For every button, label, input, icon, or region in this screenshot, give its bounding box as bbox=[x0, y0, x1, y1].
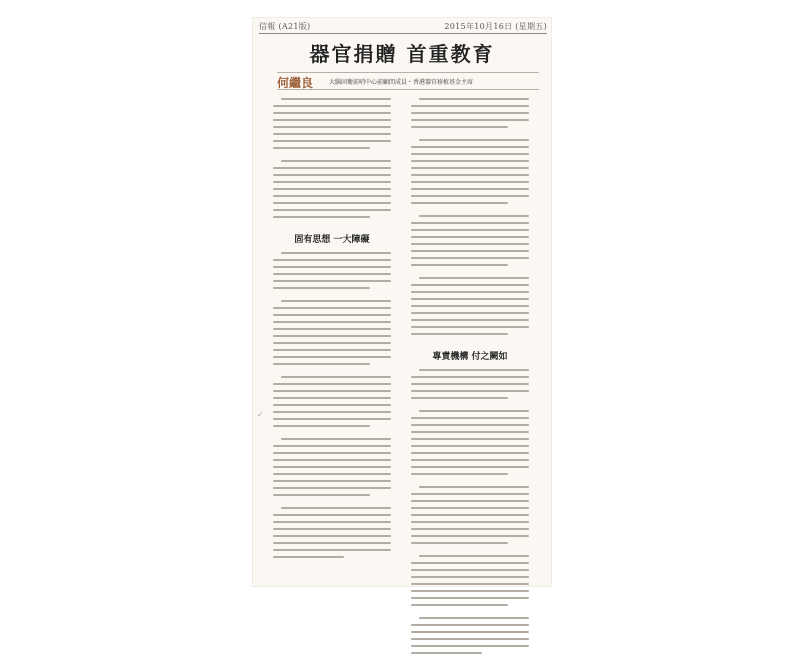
body-text-line bbox=[411, 459, 529, 461]
body-text-line bbox=[411, 236, 529, 238]
author-name: 何繼良 bbox=[277, 76, 314, 90]
body-text-line bbox=[411, 466, 529, 468]
body-text-line bbox=[273, 556, 344, 558]
body-text-line bbox=[273, 349, 391, 351]
body-text-line bbox=[281, 252, 391, 254]
body-text-line bbox=[273, 314, 391, 316]
body-text-line bbox=[411, 390, 529, 392]
body-text-line bbox=[411, 119, 529, 121]
body-text-line bbox=[411, 126, 508, 128]
body-text-line bbox=[411, 590, 529, 592]
body-text-line bbox=[273, 342, 391, 344]
masthead-date: 2015年10月16日 (星期五) bbox=[444, 22, 547, 31]
body-text-line bbox=[411, 312, 529, 314]
body-text-line bbox=[411, 638, 529, 640]
body-text-line bbox=[419, 98, 529, 100]
body-text-line bbox=[411, 174, 529, 176]
body-text-line bbox=[273, 411, 391, 413]
body-text-line bbox=[411, 500, 529, 502]
body-text-line bbox=[273, 181, 391, 183]
body-text-line bbox=[411, 146, 529, 148]
body-text-line bbox=[411, 284, 529, 286]
body-text-line bbox=[281, 300, 391, 302]
body-text-line bbox=[411, 383, 529, 385]
section-subhead: 專責機構 付之闕如 bbox=[432, 352, 508, 362]
body-text-line bbox=[411, 535, 529, 537]
body-text-line bbox=[411, 493, 529, 495]
body-text-line bbox=[411, 542, 508, 544]
body-text-line bbox=[273, 280, 391, 282]
article-headline: 器官捐贈 首重教育 bbox=[309, 42, 495, 66]
masthead bbox=[259, 21, 547, 34]
author-role: 大腦固衛前哨中心前顧問成員・香港器官移植基金主席 bbox=[329, 79, 474, 86]
body-text-line bbox=[273, 188, 391, 190]
body-text-line bbox=[411, 305, 529, 307]
body-text-line bbox=[273, 535, 391, 537]
body-text-line bbox=[411, 652, 482, 654]
body-text-line bbox=[411, 195, 529, 197]
body-text-line bbox=[281, 438, 391, 440]
body-text-line bbox=[273, 404, 391, 406]
body-text-line bbox=[411, 645, 529, 647]
body-text-line bbox=[411, 188, 529, 190]
body-text-line bbox=[419, 277, 529, 279]
body-text-line bbox=[281, 98, 391, 100]
body-text-line bbox=[411, 597, 529, 599]
body-text-line bbox=[273, 390, 391, 392]
body-text-line bbox=[411, 569, 529, 571]
body-text-line bbox=[411, 160, 529, 162]
body-text-line bbox=[273, 335, 391, 337]
body-text-line bbox=[281, 376, 391, 378]
body-text-line bbox=[411, 528, 529, 530]
body-text-line bbox=[411, 326, 529, 328]
body-text-line bbox=[273, 266, 391, 268]
body-text-line bbox=[411, 222, 529, 224]
body-text-line bbox=[411, 562, 529, 564]
body-text-line bbox=[411, 583, 529, 585]
body-text-line bbox=[419, 555, 529, 557]
body-text-line bbox=[273, 195, 391, 197]
body-text-line bbox=[419, 486, 529, 488]
body-text-line bbox=[411, 604, 508, 606]
body-text-line bbox=[273, 480, 391, 482]
body-text-line bbox=[273, 307, 391, 309]
body-text-line bbox=[273, 167, 391, 169]
body-text-line bbox=[273, 397, 391, 399]
body-text-line bbox=[273, 494, 370, 496]
body-text-line bbox=[411, 298, 529, 300]
body-text-line bbox=[273, 287, 370, 289]
body-text-line bbox=[273, 425, 370, 427]
paragraph-gap bbox=[411, 340, 529, 346]
article-column-left bbox=[273, 98, 391, 563]
body-text-line bbox=[419, 139, 529, 141]
body-text-line bbox=[411, 250, 529, 252]
body-text-line bbox=[419, 215, 529, 217]
body-text-line bbox=[411, 167, 529, 169]
body-text-line bbox=[411, 397, 508, 399]
body-text-line bbox=[419, 617, 529, 619]
body-text-line bbox=[273, 209, 391, 211]
body-text-line bbox=[273, 459, 391, 461]
body-text-line bbox=[411, 424, 529, 426]
body-text-line bbox=[411, 181, 529, 183]
body-text-line bbox=[273, 542, 391, 544]
body-text-line bbox=[411, 473, 508, 475]
body-text-line bbox=[281, 160, 391, 162]
body-text-line bbox=[411, 153, 529, 155]
body-text-line bbox=[273, 549, 391, 551]
paragraph-gap bbox=[273, 223, 391, 229]
body-text-line bbox=[273, 521, 391, 523]
body-text-line bbox=[273, 105, 391, 107]
body-text-line bbox=[411, 624, 529, 626]
body-text-line bbox=[273, 112, 391, 114]
body-text-line bbox=[273, 487, 391, 489]
body-text-line bbox=[273, 473, 391, 475]
body-text-line bbox=[411, 452, 529, 454]
body-text-line bbox=[411, 417, 529, 419]
body-text-line bbox=[273, 273, 391, 275]
body-text-line bbox=[273, 418, 391, 420]
body-text-line bbox=[411, 438, 529, 440]
body-text-line bbox=[273, 216, 370, 218]
body-text-line bbox=[273, 514, 391, 516]
body-text-line bbox=[411, 243, 529, 245]
body-text-line bbox=[281, 507, 391, 509]
body-text-line bbox=[411, 202, 508, 204]
body-text-line bbox=[273, 528, 391, 530]
body-text-line bbox=[273, 126, 391, 128]
body-text-line bbox=[273, 466, 391, 468]
body-text-line bbox=[273, 321, 391, 323]
body-text-line bbox=[419, 410, 529, 412]
body-text-line bbox=[273, 140, 391, 142]
body-text-line bbox=[273, 383, 391, 385]
body-text-line bbox=[411, 431, 529, 433]
body-text-line bbox=[273, 452, 391, 454]
body-text-line bbox=[273, 174, 391, 176]
body-text-line bbox=[273, 363, 370, 365]
body-text-line bbox=[411, 319, 529, 321]
body-text-line bbox=[411, 445, 529, 447]
body-text-line bbox=[411, 257, 529, 259]
body-text-line bbox=[273, 445, 391, 447]
body-text-line bbox=[273, 119, 391, 121]
byline bbox=[277, 72, 539, 90]
body-text-line bbox=[273, 259, 391, 261]
body-text-line bbox=[419, 369, 529, 371]
body-text-line bbox=[411, 333, 508, 335]
article-column-right bbox=[411, 98, 529, 659]
body-text-line bbox=[411, 291, 529, 293]
body-text-line bbox=[273, 356, 391, 358]
body-text-line bbox=[273, 202, 391, 204]
body-text-line bbox=[411, 631, 529, 633]
body-text-line bbox=[411, 229, 529, 231]
body-text-line bbox=[411, 514, 529, 516]
body-text-line bbox=[411, 112, 529, 114]
body-text-line bbox=[411, 507, 529, 509]
body-text-line bbox=[411, 376, 529, 378]
body-text-line bbox=[273, 147, 370, 149]
newspaper-clipping bbox=[253, 18, 551, 586]
margin-mark: ✓ bbox=[257, 410, 264, 419]
body-text-line bbox=[411, 105, 529, 107]
section-subhead: 固有思想 一大障礙 bbox=[294, 235, 370, 245]
body-text-line bbox=[411, 521, 529, 523]
body-text-line bbox=[273, 133, 391, 135]
masthead-paper-section: 信報 (A21版) bbox=[259, 22, 311, 31]
body-text-line bbox=[411, 264, 508, 266]
body-text-line bbox=[273, 328, 391, 330]
body-text-line bbox=[411, 576, 529, 578]
